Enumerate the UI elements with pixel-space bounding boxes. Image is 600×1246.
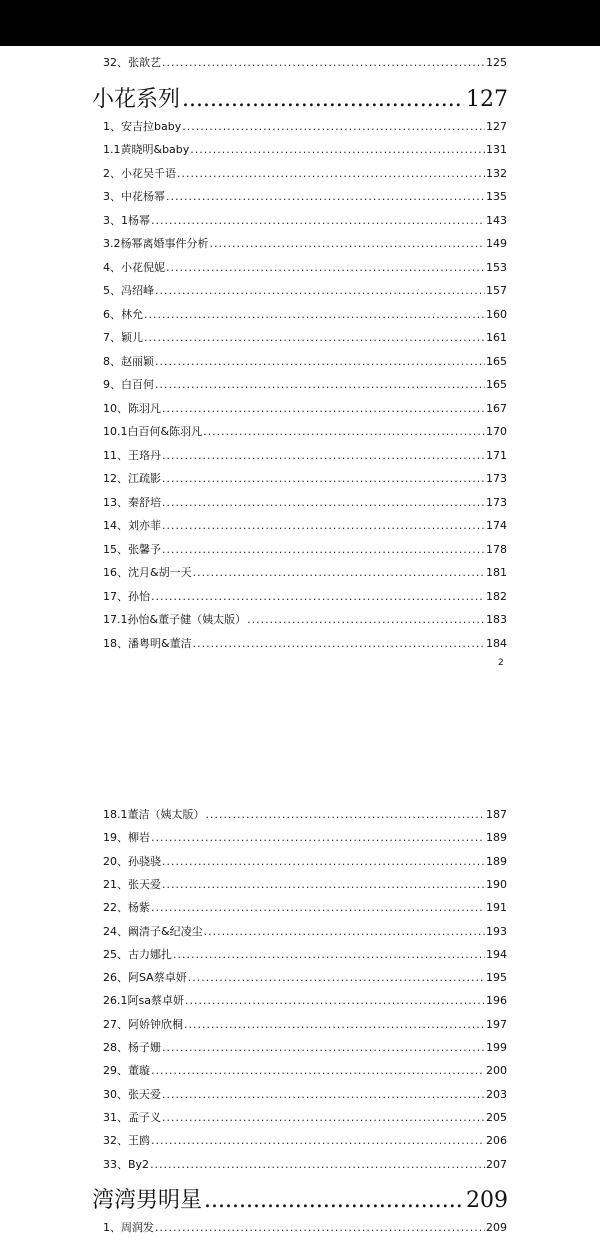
toc-entry[interactable] bbox=[103, 470, 507, 488]
toc-entry-title: 30、张天爱 bbox=[103, 1087, 161, 1101]
toc-page-number: 195 bbox=[486, 971, 507, 985]
toc-entry[interactable] bbox=[103, 447, 507, 465]
toc-entry-title: 17、孙怡 bbox=[103, 589, 150, 603]
toc-page-number: 187 bbox=[486, 808, 507, 821]
dot-leader bbox=[151, 899, 485, 917]
toc-entry[interactable] bbox=[103, 1219, 507, 1237]
toc-entry[interactable] bbox=[103, 118, 507, 136]
toc-entry-title: 14、刘亦菲 bbox=[103, 519, 161, 532]
toc-entry[interactable] bbox=[103, 541, 507, 559]
toc-page-number: 209 bbox=[466, 1187, 508, 1213]
toc-entry-title: 19、柳岩 bbox=[103, 831, 150, 845]
toc-entry[interactable] bbox=[103, 259, 507, 277]
toc-entry[interactable] bbox=[103, 1109, 507, 1127]
toc-entry-title: 10.1白百何&陈羽凡 bbox=[103, 425, 203, 438]
toc-entry-title: 7、颖儿 bbox=[103, 331, 143, 344]
dot-leader bbox=[190, 141, 485, 159]
toc-page-number: 143 bbox=[486, 213, 507, 227]
toc-entry[interactable] bbox=[103, 1156, 507, 1174]
toc-entry[interactable] bbox=[103, 306, 507, 324]
dot-leader bbox=[162, 447, 485, 465]
dot-leader bbox=[162, 541, 485, 559]
dot-leader bbox=[151, 588, 485, 606]
toc-entry[interactable] bbox=[103, 188, 507, 206]
toc-entry[interactable] bbox=[103, 494, 507, 512]
dot-leader bbox=[162, 517, 485, 535]
toc-page-number: 205 bbox=[486, 1110, 507, 1124]
toc-entry-title: 1.1黄晓明&baby bbox=[103, 143, 190, 156]
toc-page-number: 189 bbox=[486, 854, 507, 868]
dot-leader bbox=[162, 853, 485, 871]
dot-leader bbox=[150, 1156, 485, 1174]
toc-entry[interactable] bbox=[103, 923, 507, 941]
dot-leader bbox=[182, 118, 485, 136]
toc-page-number: 132 bbox=[486, 166, 507, 180]
toc-entry-title: 1、周润发 bbox=[103, 1220, 154, 1234]
dot-leader bbox=[151, 212, 485, 230]
toc-entry-title: 16、沈月&胡一天 bbox=[103, 566, 192, 579]
toc-entry-title: 2、小花吴千语 bbox=[103, 166, 176, 180]
toc-page-number: 127 bbox=[466, 86, 508, 112]
toc-entry-title: 11、王珞丹 bbox=[103, 448, 161, 462]
toc-page-number: 194 bbox=[486, 947, 507, 961]
toc-entry[interactable] bbox=[103, 235, 507, 253]
toc-entry-title: 3.2杨幂离婚事件分析 bbox=[103, 237, 209, 250]
dot-leader bbox=[162, 876, 485, 894]
toc-entry-title: 6、林允 bbox=[103, 307, 143, 321]
toc-page-number: 135 bbox=[486, 190, 507, 203]
toc-page-number: 209 bbox=[486, 1220, 507, 1234]
toc-entry[interactable] bbox=[103, 946, 507, 964]
dot-leader bbox=[193, 564, 485, 582]
toc-entry-title: 3、1杨幂 bbox=[103, 213, 150, 227]
toc-page-number: 153 bbox=[486, 260, 507, 274]
dot-leader bbox=[166, 259, 485, 277]
toc-entry[interactable] bbox=[103, 1062, 507, 1080]
dot-leader bbox=[144, 306, 485, 324]
toc-entry[interactable] bbox=[103, 992, 507, 1010]
toc-page-number: 165 bbox=[486, 354, 507, 368]
toc-entry-title: 17.1孙怡&董子健（姨太版） bbox=[103, 613, 247, 626]
toc-entry[interactable] bbox=[103, 517, 507, 535]
toc-entry-title: 32、王鸥 bbox=[103, 1134, 150, 1148]
toc-entry-title: 12、江疏影 bbox=[103, 472, 161, 485]
toc-entry-title: 21、张天爱 bbox=[103, 877, 161, 891]
toc-page-number: 127 bbox=[486, 119, 507, 133]
toc-page-number: 161 bbox=[486, 331, 507, 344]
dot-leader bbox=[151, 1062, 485, 1080]
toc-entry-title: 32、张歆艺 bbox=[103, 56, 161, 69]
toc-page-number: 203 bbox=[486, 1087, 507, 1101]
toc-entry[interactable] bbox=[103, 400, 507, 418]
toc-entry-title: 25、古力娜扎 bbox=[103, 947, 172, 961]
dot-leader bbox=[151, 829, 485, 847]
dot-leader bbox=[210, 235, 486, 253]
toc-page-number: 165 bbox=[486, 378, 507, 391]
toc-page-number: 199 bbox=[486, 1041, 507, 1054]
toc-entry-title: 13、秦舒培 bbox=[103, 495, 161, 509]
dot-leader bbox=[184, 1016, 485, 1034]
toc-entry-title: 15、张馨予 bbox=[103, 542, 161, 556]
toc-page-number: 191 bbox=[486, 901, 507, 915]
toc-page-number: 197 bbox=[486, 1017, 507, 1031]
toc-entry-title: 10、陈羽凡 bbox=[103, 401, 161, 415]
toc-page-number: 182 bbox=[486, 589, 507, 603]
dot-leader bbox=[204, 923, 485, 941]
toc-entry[interactable] bbox=[103, 1132, 507, 1150]
toc-entry-title: 26.1阿sa蔡卓妍 bbox=[103, 994, 184, 1008]
toc-section-title: 小花系列 bbox=[92, 86, 181, 112]
toc-entry-title: 20、孙骁骁 bbox=[103, 854, 161, 868]
toc-entry[interactable] bbox=[103, 899, 507, 917]
toc-entry[interactable] bbox=[103, 165, 507, 183]
dot-leader bbox=[155, 282, 485, 300]
toc-entry[interactable] bbox=[103, 829, 507, 847]
toc-entry-title: 18、潘粤明&董洁 bbox=[103, 636, 192, 650]
toc-entry-title: 26、阿SA蔡卓妍 bbox=[103, 971, 187, 985]
toc-entry[interactable] bbox=[103, 969, 507, 987]
dot-leader bbox=[193, 635, 485, 653]
toc-entry-title: 8、赵丽颖 bbox=[103, 354, 154, 368]
toc-entry-title: 29、董璇 bbox=[103, 1064, 150, 1078]
toc-page-number: 200 bbox=[486, 1064, 507, 1078]
toc-page-number: 149 bbox=[486, 237, 507, 250]
dot-leader bbox=[155, 1219, 485, 1237]
toc-page-number: 131 bbox=[486, 143, 507, 156]
toc-entry-title: 22、杨紫 bbox=[103, 901, 150, 915]
toc-entry-title: 9、白百何 bbox=[103, 378, 154, 391]
dot-leader bbox=[162, 1039, 485, 1057]
dot-leader bbox=[173, 946, 485, 964]
toc-page-number: 196 bbox=[486, 994, 507, 1008]
toc-page-number: 183 bbox=[486, 613, 507, 626]
toc-entry[interactable] bbox=[103, 353, 507, 371]
dot-leader bbox=[206, 806, 486, 824]
toc-entry[interactable] bbox=[103, 141, 507, 159]
toc-page-number: 157 bbox=[486, 284, 507, 297]
toc-entry[interactable] bbox=[103, 282, 507, 300]
dot-leader bbox=[144, 329, 485, 347]
dot-leader bbox=[155, 353, 485, 371]
toc-page-number: 173 bbox=[486, 495, 507, 509]
toc-entry[interactable] bbox=[103, 1086, 507, 1104]
toc-entry[interactable] bbox=[103, 611, 507, 629]
dot-leader bbox=[162, 400, 485, 418]
toc-entry-title: 3、中花杨幂 bbox=[103, 190, 165, 203]
toc-entry[interactable] bbox=[103, 588, 507, 606]
dot-leader bbox=[162, 54, 485, 72]
toc-page-number: 181 bbox=[486, 566, 507, 579]
toc-page-number: 193 bbox=[486, 924, 507, 938]
toc-entry[interactable] bbox=[103, 564, 507, 582]
toc-page-number: 189 bbox=[486, 831, 507, 845]
toc-section-heading[interactable] bbox=[92, 84, 508, 116]
toc-entry[interactable] bbox=[103, 876, 507, 894]
dot-leader bbox=[162, 1109, 485, 1127]
toc-page-number: 167 bbox=[486, 401, 507, 415]
toc-page-number: 190 bbox=[486, 877, 507, 891]
toc-entry-title: 5、冯绍峰 bbox=[103, 284, 154, 297]
toc-entry[interactable] bbox=[103, 423, 507, 441]
dot-leader bbox=[162, 470, 485, 488]
toc-entry-title: 31、孟子义 bbox=[103, 1110, 161, 1124]
toc-entry[interactable] bbox=[103, 1016, 507, 1034]
toc-page-number: 160 bbox=[486, 307, 507, 321]
dot-leader bbox=[188, 969, 485, 987]
toc-entry[interactable] bbox=[103, 212, 507, 230]
toc-entry[interactable] bbox=[103, 1039, 507, 1057]
toc-page-number: 174 bbox=[486, 519, 507, 532]
toc-entry[interactable] bbox=[103, 853, 507, 871]
dot-leader bbox=[166, 188, 485, 206]
dot-leader bbox=[151, 1132, 485, 1150]
dot-leader bbox=[162, 1086, 485, 1104]
dot-leader bbox=[204, 1185, 464, 1217]
toc-page-number: 170 bbox=[486, 425, 507, 438]
toc-entry-title: 33、By2 bbox=[103, 1157, 150, 1171]
toc-entry[interactable] bbox=[103, 635, 507, 653]
toc-entry-title: 27、阿娇钟欣桐 bbox=[103, 1017, 183, 1031]
toc-page-number: 206 bbox=[486, 1134, 507, 1148]
toc-entry-title: 18.1董洁（姨太版） bbox=[103, 808, 205, 821]
page-footer-number: 2 bbox=[498, 658, 504, 668]
dot-leader bbox=[155, 376, 485, 394]
toc-entry[interactable] bbox=[103, 806, 507, 824]
toc-page-number: 171 bbox=[486, 448, 507, 462]
toc-entry-title: 28、杨子姗 bbox=[103, 1041, 161, 1054]
toc-entry[interactable] bbox=[103, 376, 507, 394]
toc-section-title: 湾湾男明星 bbox=[92, 1187, 203, 1213]
toc-entry-title: 1、安吉拉baby bbox=[103, 119, 182, 133]
toc-page-number: 184 bbox=[486, 636, 507, 650]
dot-leader bbox=[182, 84, 464, 116]
toc-page-number: 173 bbox=[486, 472, 507, 485]
dot-leader bbox=[162, 494, 485, 512]
toc-page-number: 178 bbox=[486, 542, 507, 556]
toc-entry-title: 24、阚清子&纪凌尘 bbox=[103, 924, 203, 938]
toc-page-number: 207 bbox=[486, 1157, 507, 1171]
dot-leader bbox=[185, 992, 485, 1010]
dot-leader bbox=[247, 611, 485, 629]
toc-entry[interactable] bbox=[103, 329, 507, 347]
dot-leader bbox=[203, 423, 485, 441]
toc-page-number: 125 bbox=[486, 56, 507, 69]
toc-entry[interactable] bbox=[103, 54, 507, 72]
toc-section-heading[interactable] bbox=[92, 1185, 508, 1217]
top-black-bar bbox=[0, 0, 600, 46]
dot-leader bbox=[177, 165, 485, 183]
toc-entry-title: 4、小花倪妮 bbox=[103, 260, 165, 274]
